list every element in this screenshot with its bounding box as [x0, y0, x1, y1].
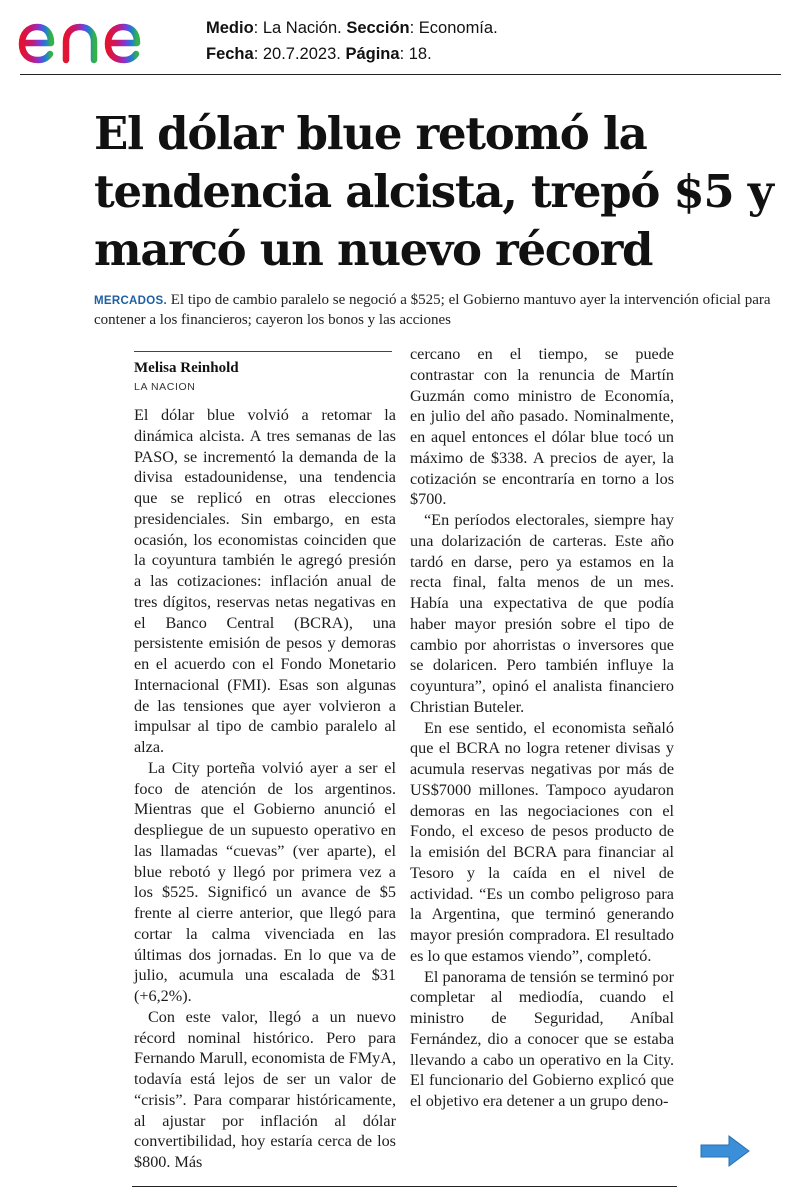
paragraph: En ese sentido, el economista señaló que el BCRA no logra retener divisas y acumula reservas negativas por más de US$7000 millones. Tampoco ayudaron demoras en las negociaciones con el Fondo, el exceso de pesos producto de la emisión del BCRA para financiar al Tesoro y la caída en el nivel de actividad. “Es un combo peligroso para la Argentina, que terminó generando mayor presión compradora. El resultado es lo que estamos viendo”, completó.	[410, 718, 674, 965]
source-metadata: Medio: La Nación. Sección: Economía. Fecha: 20.7.2023. Página: 18.	[206, 19, 498, 63]
paragraph: El panorama de tensión se terminó por completar al mediodía, cuando el ministro de Seguridad, Aníbal Fernández, dio a conocer que se estaba llevando a cabo un operativo en la City. El funcionario del Gobierno explicó que el objetivo era detener a un grupo deno-	[410, 967, 674, 1110]
seccion-value: Economía.	[418, 19, 498, 37]
byline-divider	[134, 351, 392, 352]
medio-value: La Nación.	[262, 19, 342, 37]
pagina-value: 18.	[408, 45, 432, 63]
deck-text: El tipo de cambio paralelo se negoció a $525; el Gobierno mantuvo ayer la intervención oficial para contener a los financieros; cayeron los bonos y las acciones	[94, 292, 771, 328]
pagina-label: Página	[345, 45, 400, 63]
fecha-label: Fecha	[206, 45, 254, 63]
header-divider	[20, 74, 781, 75]
footer-divider	[132, 1186, 677, 1187]
seccion-label: Sección	[346, 19, 410, 37]
paragraph: Con este valor, llegó a un nuevo récord nominal histórico. Pero para Fernando Marull, economista de FMyA, todavía está lejos de ser un valor de “crisis”. Para comparar históricamente, al ajustar por inflación al dólar convertibilidad, hoy estaría cerca de los $800. Más	[134, 1007, 396, 1171]
headline: El dólar blue retomó la tendencia alcista, trepó $5 y marcó un nuevo récord	[94, 107, 773, 276]
paragraph: cercano en el tiempo, se puede contrastar con la renuncia de Martín Guzmán como ministro de Economía, en julio del año pasado. Nominalmente, en aquel entonces el dólar blue tocó un máximo de $338. A precios de ayer, la cotización se encontraría en torno a los $700.	[410, 345, 674, 509]
medio-label: Medio	[206, 19, 254, 37]
paragraph: La City porteña volvió ayer a ser el foco de atención de los argentinos. Mientras que el Gobierno anunció el despliegue de un supuesto operativo en las llamadas “cuevas” (ver aparte), el blue rebotó y llegó por primera vez a los $525. Significó un avance de $5 frente al cierre anterior, que llegó para cortar la calma vivenciada en las últimas dos jornadas. En lo que va de julio, acumula una escalada de $31 (+6,2%).	[134, 758, 396, 1005]
article-column-1	[134, 405, 396, 1173]
arrow-right-icon[interactable]	[699, 1134, 751, 1168]
article-column-2	[410, 344, 674, 1112]
author-outlet: LA NACION	[134, 381, 196, 393]
paragraph: El dólar blue volvió a retomar la dinámica alcista. A tres semanas de las PASO, se incrementó la demanda de la divisa estadounidense, una tendencia que se replicó en otras elecciones presidenciales. Sin embargo, en esta ocasión, los economistas coinciden que la coyuntura también le agregó presión a las cotizaciones: inflación anual de tres dígitos, reservas netas negativas en el Banco Central (BCRA), una persistente emisión de pesos y demoras en el acuerdo con el Fondo Monetario Internacional (FMI). Esas son algunas de las tensiones que ayer volvieron a impulsar al tipo de cambio paralelo al alza.	[134, 406, 396, 756]
enel-logo	[14, 6, 182, 66]
fecha-value: 20.7.2023.	[262, 45, 341, 63]
section-kicker: MERCADOS.	[94, 295, 167, 307]
deck	[94, 291, 784, 329]
paragraph: “En períodos electorales, siempre hay una dolarización de carteras. Este año tardó en darse, pero ya estamos en la recta final, falta menos de un mes. Había una expectativa de que podía haber mayor presión sobre el tipo de cambio por ahorristas o inversores que se dolaricen. Pero también influye la coyuntura”, opinó el analista financiero Christian Buteler.	[410, 511, 674, 716]
author-name: Melisa Reinhold	[134, 360, 239, 376]
